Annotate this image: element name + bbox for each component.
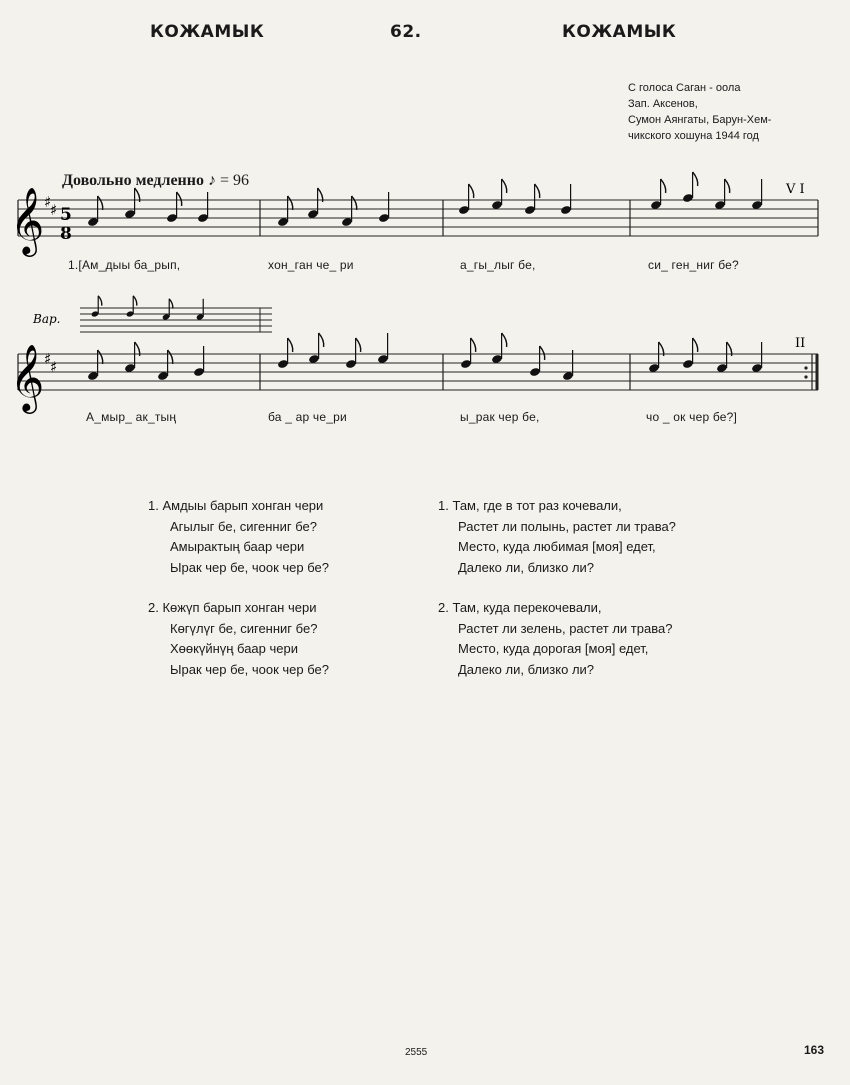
verse-line: Хөөкүйнүң баар чери	[170, 641, 298, 656]
note-flag	[98, 350, 103, 364]
verse-number: 2.	[148, 600, 159, 615]
verse-line: Ырак чер бе, чоок чер бе?	[170, 661, 330, 677]
tempo-text: Довольно медленно	[62, 172, 204, 189]
verse-line: Ырак чер бе, чоок чер бе?	[170, 559, 330, 575]
verse-line: Место, куда любимая [моя] едет,	[458, 539, 656, 554]
time-signature-top: 5	[60, 205, 72, 225]
note-flag	[288, 338, 293, 352]
ending-mark-two: II	[795, 336, 806, 351]
verse-line: Далеко ли, близко ли?	[458, 661, 595, 677]
tempo-value: = 96	[219, 172, 250, 189]
note-flag	[693, 172, 698, 186]
verse-line: Там, куда перекочевали,	[452, 600, 602, 615]
tuvan-verse-1	[148, 496, 329, 578]
notes	[87, 172, 763, 381]
staves	[18, 200, 818, 390]
verse-line: Там, где в тот раз кочевали,	[452, 498, 622, 513]
russian-verse-2	[438, 598, 672, 680]
russian-verse-1	[438, 496, 676, 578]
note-flag	[661, 179, 666, 193]
lyric-syllables: А_мыр_ ак_тың	[86, 410, 177, 424]
sharp-icon: ♯	[50, 358, 58, 376]
verse-line: Агылыг бе, сигенниг бе?	[170, 518, 317, 534]
lyric-syllables: ба _ ар че_ри	[268, 410, 347, 424]
verse-line: Көгүлүг бе, сигенниг бе?	[170, 620, 318, 636]
source-line: чикского хошуна 1944 год	[628, 130, 759, 142]
lyric-syllables: ы_рак чер бе,	[460, 410, 540, 424]
sharp-icon: ♯	[44, 193, 52, 211]
note-flag	[540, 346, 545, 360]
verse-number: 1.	[438, 498, 449, 513]
note-flag	[693, 338, 698, 352]
variant-label: Вар.	[33, 312, 61, 326]
note-flag	[356, 338, 361, 352]
sharp-icon: ♯	[50, 201, 58, 219]
lyric-syllables: хон_ган че_ ри	[268, 258, 354, 272]
music-score	[0, 0, 850, 460]
verse-line: Амырактың баар чери	[170, 539, 305, 554]
right-running-title: КОЖАМЫК	[562, 22, 677, 42]
note-flag	[725, 179, 730, 193]
note-flag	[469, 184, 474, 198]
treble-clef-icon: 𝄞	[10, 343, 45, 411]
verse-line: Амдыы барып хонган чери	[162, 498, 324, 513]
verse-line: Көжүп барып хонган чери	[162, 600, 317, 615]
source-line: Сумон Аянгаты, Барун-Хем-	[628, 114, 772, 126]
lyric-syllables: си_ ген_ниг бе?	[648, 258, 739, 272]
note-flag	[352, 196, 357, 210]
repeat-dot	[804, 375, 807, 378]
ending-mark-one: V I	[786, 182, 805, 197]
note-flag	[177, 192, 182, 206]
note-flag	[471, 338, 476, 352]
verse-line: Растет ли зелень, растет ли трава?	[458, 620, 673, 636]
print-code: 2555	[405, 1047, 428, 1058]
lyric-syllables: чо _ ок чер бе?]	[646, 410, 738, 424]
source-line: Зап. Аксенов,	[628, 98, 698, 110]
verse-line: Далеко ли, близко ли?	[458, 559, 595, 575]
note-flag	[502, 333, 507, 347]
time-signature-bottom: 8	[60, 224, 72, 244]
note-flag	[168, 350, 173, 364]
note-flag	[288, 196, 293, 210]
verse-line: Место, куда дорогая [моя] едет,	[458, 641, 649, 656]
verse-number: 1.	[148, 498, 159, 513]
lyric-syllables: 1.[Ам_дыы ба_рып,	[68, 258, 181, 272]
lyric-syllables: а_гы_лыг бе,	[460, 258, 536, 272]
note-flag	[319, 333, 324, 347]
sharp-icon: ♯	[44, 350, 52, 368]
note-flag	[535, 184, 540, 198]
note-flag	[98, 196, 103, 210]
verse-line: Растет ли полынь, растет ли трава?	[458, 518, 676, 534]
eighth-note-icon: ♪	[207, 172, 216, 189]
song-number: 62.	[390, 22, 422, 42]
note-flag	[502, 179, 507, 193]
source-line: С голоса Саган - оола	[628, 82, 741, 94]
left-running-title: КОЖАМЫК	[150, 22, 265, 42]
page-number: 163	[804, 1043, 825, 1057]
treble-clef-icon: 𝄞	[10, 186, 45, 254]
verse-number: 2.	[438, 600, 449, 615]
tuvan-verse-2	[148, 598, 329, 680]
repeat-dot	[804, 366, 807, 369]
